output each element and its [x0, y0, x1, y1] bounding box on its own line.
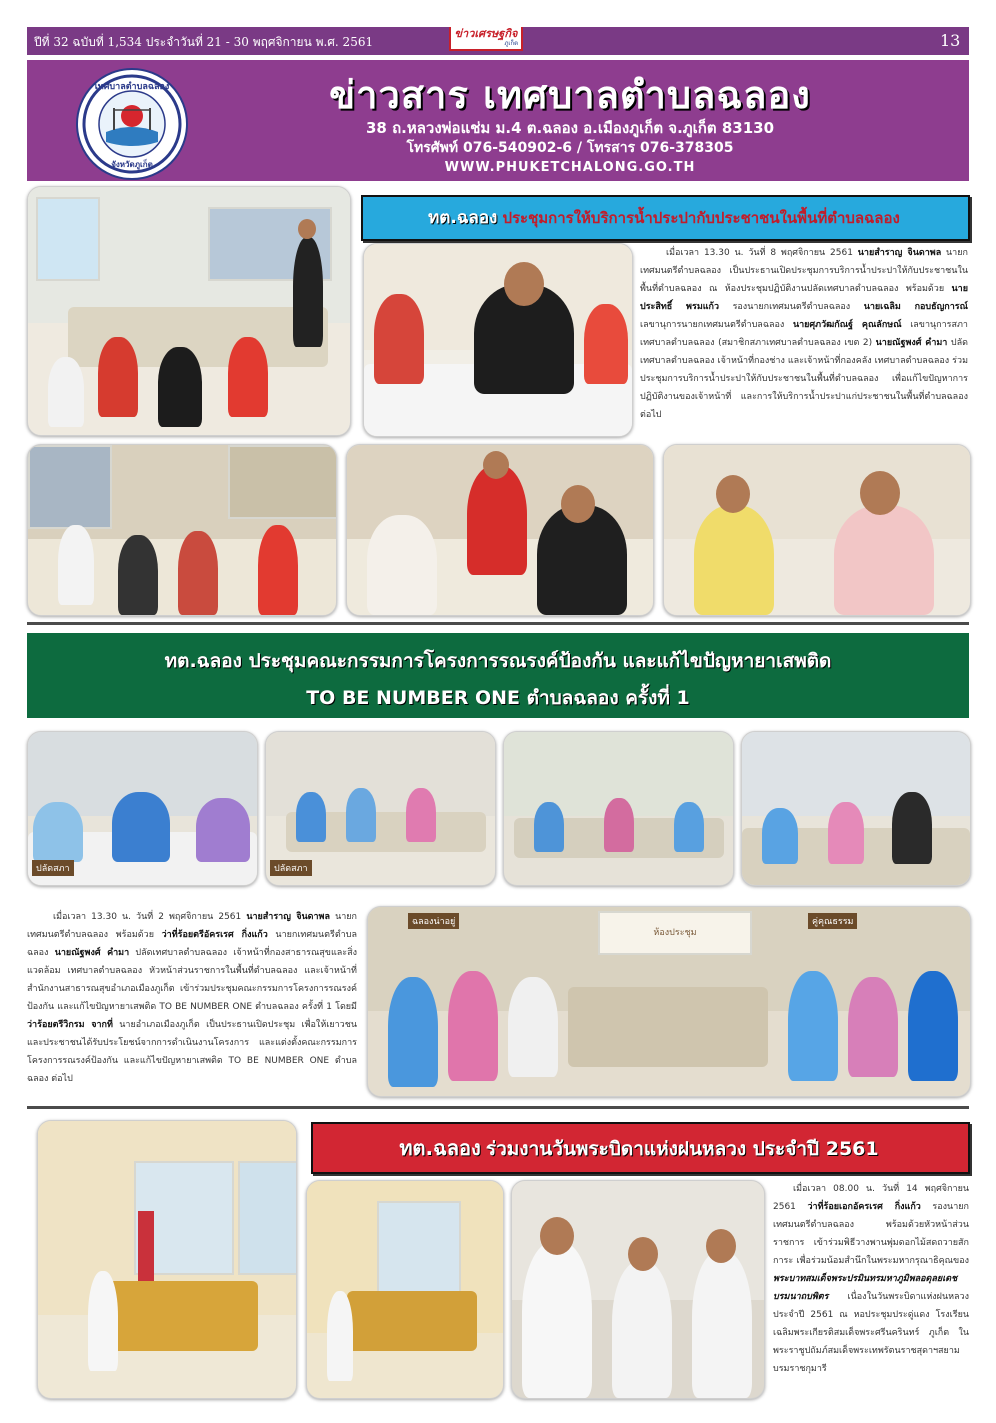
drug-meeting-photo-4 — [741, 731, 971, 886]
headline-3-rest: ร่วมงานวันพระบิดาแห่งฝนหลวง ประจำปี 2561 — [485, 1138, 879, 1160]
headline-1-highlight: ทต.ฉลอง — [428, 208, 498, 228]
municipality-logo — [76, 68, 188, 180]
room-sign-2: ปลัดสภา — [270, 860, 312, 876]
a2-p2: นายกเทศมนตรีตำบลฉลอง พร้อมด้วย — [27, 912, 357, 940]
a1-n4: นายศุภวัฒกัณฐ์ คุณลักษณ์ — [792, 320, 902, 330]
drug-meeting-photo-2 — [265, 731, 496, 886]
article-3-body — [773, 1180, 969, 1378]
headline-3-highlight: ทต.ฉลอง — [399, 1136, 481, 1160]
ceremony-photo-1 — [37, 1120, 297, 1399]
meeting-photo-2 — [363, 243, 633, 437]
logo-bottom-text: จังหวัดภูเก็ต — [111, 160, 153, 169]
masthead-address: 38 ถ.หลวงพ่อแช่ม ม.4 ต.ฉลอง อ.เมืองภูเก็ต จ.ภูเก็ต 83130 — [365, 119, 775, 137]
a2-n3: นายณัฐพงศ์ คำมา — [54, 948, 130, 958]
a1-n2: นายประสิทธิ์ พรมแก้ว — [640, 284, 968, 312]
ceremony-photo-2 — [306, 1180, 504, 1399]
masthead-website: WWW.PHUKETCHALONG.GO.TH — [444, 160, 696, 175]
logo-top-text: เทศบาลตำบลฉลอง — [94, 82, 170, 92]
headline-3-text — [314, 1132, 964, 1164]
meeting-photo-5 — [663, 444, 971, 616]
brand-name: ข่าวเศรษฐกิจ — [454, 27, 518, 40]
a2-p5: นายอำเภอเมืองภูเก็ต เป็นประธานเปิดประชุม เพื่อให้เยาวชน และประชาชนได้รับประโยชน์จากการดำเนินงานโครงการ และแต่งตั้งคณะกรรมการโครงการรณรงค์ป้องกัน และแก้ไขปัญหายาเสพติด TO BE NUMBER ONE ตำบลฉลอง ต่อไป — [27, 1020, 357, 1084]
brand-sub: ภูเก็ต — [504, 40, 518, 47]
a1-n3: นายเฉลิม กอบธัญการณ์ — [863, 302, 968, 312]
a2-n2: ว่าที่ร้อยตรีอัครเรศ กิ่งแก้ว — [161, 930, 268, 940]
article-1-body — [640, 244, 968, 424]
a1-p1: เมื่อเวลา 13.30 น. วันที่ 8 พฤศจิกายน 2561 — [666, 248, 853, 258]
headline-2-line2: TO BE NUMBER ONE ตำบลฉลอง ครั้งที่ 1 — [306, 687, 690, 709]
room-sign-1: ปลัดสภา — [32, 860, 74, 876]
screen-text: ห้องประชุม — [653, 928, 697, 938]
ceremony-photo-3 — [511, 1180, 765, 1399]
a2-p3: นายกเทศมนตรีตำบลฉลอง — [27, 930, 357, 958]
a3-n2: พระบาทสมเด็จพระปรมินทรมหาภูมิพลอดุลยเดช บรมนาถบพิตร — [773, 1274, 958, 1302]
drug-meeting-photo-large — [367, 906, 971, 1097]
brand-logo — [449, 27, 523, 51]
meeting-photo-4 — [346, 444, 654, 616]
a2-n4: ว่าร้อยตรีวิกรม จากที่ — [27, 1020, 113, 1030]
a3-p2: รองนายกเทศมนตรีตำบลฉลอง พร้อมด้วยหัวหน้าส่วนราชการ เข้าร่วมพิธีวางพานพุ่มดอกไม้สดถวายสักการะ เพื่อร่วมน้อมสำนึกในพระมหากรุณาธิคุณของ — [773, 1202, 969, 1266]
a1-n1: นายสำราญ จินดาพล — [857, 248, 942, 258]
a2-n1: นายสำราญ จินดาพล — [246, 912, 330, 922]
room-sign-3: ฉลองน่าอยู่ — [408, 913, 459, 929]
a2-p1: เมื่อเวลา 13.30 น. วันที่ 2 พฤศจิกายน 2561 — [53, 912, 242, 922]
a3-p1: เมื่อเวลา 08.00 น. วันที่ 14 พฤศจิกายน 2561 — [773, 1184, 969, 1212]
headline-2-line1: ทต.ฉลอง ประชุมคณะกรรมการโครงการรณรงค์ป้องกัน และแก้ไขปัญหายาเสพติด — [164, 650, 832, 672]
a3-n1: ว่าที่ร้อยเอกอัครเรศ กิ่งแก้ว — [807, 1202, 921, 1212]
masthead-title: ข่าวสาร เทศบาลตำบลฉลอง — [329, 73, 811, 117]
a1-p2: นายกเทศมนตรีตำบลฉลอง เป็นประธานเปิดประชุมการบริการน้ำประปาให้กับประชาชนในพื้นที่ตำบลฉลอง ณ ห้องประชุมปฏิบัติงานปลัดเทศบาลตำบลฉลอง พร้อมด้วย — [640, 248, 968, 294]
meeting-photo-3 — [27, 444, 337, 616]
a1-p5: เลขานุการสภาเทศบาลตำบลฉลอง (สมาชิกสภาเทศบาลตำบลฉลอง เขต 2) — [640, 320, 968, 348]
room-sign-4: คู่คุณธรรม — [808, 913, 857, 929]
drug-meeting-photo-3 — [503, 731, 734, 886]
drug-meeting-photo-1 — [27, 731, 258, 886]
meeting-photo-1 — [27, 186, 351, 436]
headline-1-rest: ประชุมการให้บริการน้ำประปากับประชาชนในพื้นที่ตำบลฉลอง — [502, 209, 900, 227]
issue-line: ปีที่ 32 ฉบับที่ 1,534 ประจำวันที่ 21 - 30 พฤศจิกายน พ.ศ. 2561 — [34, 35, 374, 49]
a1-n5: นายณัฐพงศ์ คำมา — [875, 338, 948, 348]
a1-p3: รองนายกเทศมนตรีตำบลฉลอง — [732, 302, 851, 312]
a1-p6: ปลัดเทศบาลตำบลฉลอง เจ้าหน้าที่กองช่าง และเจ้าหน้าที่กองคลัง เทศบาลตำบลฉลอง ร่วมประชุมการบริการน้ำประปาให้กับประชาชนในพื้นที่ตำบลฉลอง เพื่อแก้ไขปัญหาการปฏิบัติงานของเจ้าหน้าที่ และการให้บริการน้ำประปาแก่ประชาชนในพื้นที่ตำบลฉลองต่อไป — [640, 338, 968, 420]
a3-p3: เนื่องในวันพระบิดาแห่งฝนหลวง ประจำปี 2561 ณ หอประชุมประดู่แดง โรงเรียนเฉลิมพระเกียรติสมเด็จพระศรีนครินทร์ ภูเก็ต ในพระราชูปถัมภ์สมเด็จพระเทพรัตนราชสุดาฯสยามบรมราชกุมารี — [773, 1292, 969, 1374]
a1-p4: เลขานุการนายกเทศมนตรีตำบลฉลอง — [640, 320, 785, 330]
page-number: 13 — [940, 31, 961, 50]
article-2-body — [27, 908, 357, 1088]
headline-1-text — [364, 204, 964, 231]
a2-p4: ปลัดเทศบาลตำบลฉลอง เจ้าหน้าที่กองสาธารณสุขและสิ่งแวดล้อม เทศบาลตำบลฉลอง หัวหน้าส่วนราชการในพื้นที่ตำบลฉลอง และเจ้าหน้าที่สำนักงานสาธารณสุขอำเภอเมืองภูเก็ต เข้าร่วมประชุมคณะกรรมการโครงการรณรงค์ป้องกัน และแก้ไขปัญหายาเสพติด TO BE NUMBER ONE ตำบลฉลอง ครั้งที่ 1 โดยมี — [27, 948, 357, 1012]
masthead-phone: โทรศัพท์ 076-540902-6 / โทรสาร 076-378305 — [406, 140, 734, 156]
